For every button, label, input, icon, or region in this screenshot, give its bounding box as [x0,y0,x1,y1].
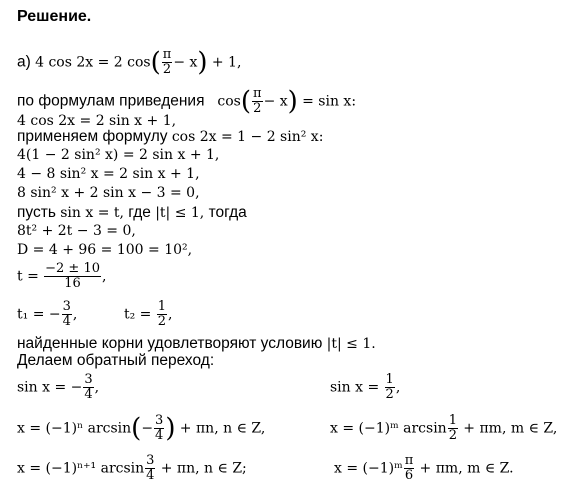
frac-den: 2 [385,387,394,402]
frac-num: π [253,86,262,101]
line-10: D = 4 + 96 = 100 = 10², [17,242,193,258]
line-9: 8t² + 2t − 3 = 0, [17,223,136,239]
frac-den: 2 [448,428,457,443]
paren-close-2: ) [287,86,298,117]
x-right-2 [334,454,514,483]
t1-label: t₁ = − [17,306,61,323]
eq-left: 4 cos 2x = 2 cos [35,54,151,71]
line-3: 4 cos 2x = 2 sin x + 1, [17,113,177,129]
frac-den: 2 [157,314,166,329]
fraction-x-left-2 [145,454,155,483]
eq-right: + 1, [211,54,242,71]
frac-num: 1 [157,299,166,314]
x-left-2-b: + πn, n ∈ Z; [160,460,247,477]
frac-den: 16 [64,276,81,291]
t-eq: t = [17,268,39,285]
apply-formula-math: cos 2x = 1 − 2 sin² x: [171,129,324,145]
page-title: Решение. [17,8,92,25]
x-left-2-a: x = (−1)ⁿ⁺¹ arcsin [17,460,145,477]
condition: |t| ≤ 1, [155,205,205,221]
part-label: а) [17,53,31,71]
frac-den: 4 [155,428,164,443]
fraction-x-right-2 [404,454,415,483]
frac-num: 3 [155,413,164,428]
frac-num: 3 [62,299,71,314]
paren-close: ) [197,47,208,78]
frac-den: 4 [62,314,71,329]
frac-den: 2 [162,62,172,77]
x-left-2 [17,454,247,483]
let-text: пусть [17,204,56,221]
roots-condition: |t| ≤ 1. [326,336,376,352]
minus-x-2: − x [263,93,288,110]
reduction-text: по формулам приведения [17,92,205,110]
x-right-2-a: x = (−1)ᵐ [334,460,403,477]
sin-left [17,373,99,402]
fraction-sin-left [83,373,93,402]
fraction-t2 [157,300,167,329]
fraction-x-left-1 [154,414,164,443]
x-left-1 [17,414,265,443]
t2-label: t₂ = [123,306,152,323]
frac-den: 4 [84,387,93,402]
comma: , [72,306,78,323]
paren-open-3: ( [131,413,142,444]
x-right-1 [330,414,557,443]
frac-den: 2 [253,101,262,116]
frac-num: 3 [146,453,155,468]
comma: , [94,379,100,396]
line-8 [17,204,247,222]
then-text: тогда [208,204,247,221]
x-right-2-b: + πm, m ∈ Z. [419,460,514,477]
line-roots [17,300,172,329]
paren-open: ( [150,47,161,78]
frac-num: −2 ± 10 [45,261,100,276]
line-5: 4(1 − 2 sin² x) = 2 sin x + 1, [17,147,220,163]
line-4 [17,128,323,146]
x-left-1-b: + πn, n ∈ Z, [179,420,266,437]
substitution: sin x = t, [60,205,124,221]
x-right-1-a: x = (−1)ᵐ arcsin [330,420,447,437]
reduction-right: = sin x: [302,93,357,110]
paren-close-3: ) [165,413,176,444]
frac-den: 4 [146,468,155,483]
fraction-x-right-1 [448,414,458,443]
frac-num: 3 [84,372,93,387]
roots-note: найденные корни удовлетворяют условию [17,335,323,352]
frac-den: 6 [404,468,414,483]
fraction-pi-2 [162,48,173,77]
cos-word: cos [217,93,241,110]
fraction-t1 [62,300,72,329]
where-text: где [128,204,151,221]
comma: , [102,268,107,285]
x-right-1-b: + πm, m ∈ Z, [463,420,558,437]
line-7: 8 sin² x + 2 sin x − 3 = 0, [17,185,200,201]
sin-right-eq: sin x = [330,379,380,396]
apply-formula-text: применяем формулу [17,128,168,145]
line-13 [17,335,376,353]
line-a [17,48,241,77]
minus-x: − x [173,54,198,71]
sin-right [330,373,400,402]
frac-num: 1 [385,372,394,387]
comma: , [395,379,401,396]
fraction-pi-2b [252,87,263,116]
line-t [17,262,106,291]
frac-num: 1 [448,413,457,428]
minus-sign: − [141,420,154,437]
fraction-t [44,262,101,291]
line-14: Делаем обратный переход: [17,352,215,369]
frac-num: π [162,47,172,62]
comma: , [167,306,173,323]
frac-num: π [404,453,414,468]
paren-open-2: ( [240,86,252,117]
fraction-sin-right [385,373,395,402]
x-left-1-a: x = (−1)ⁿ arcsin [17,420,132,437]
line-6: 4 − 8 sin² x = 2 sin x + 1, [17,166,200,182]
sin-left-eq: sin x = − [17,379,83,396]
